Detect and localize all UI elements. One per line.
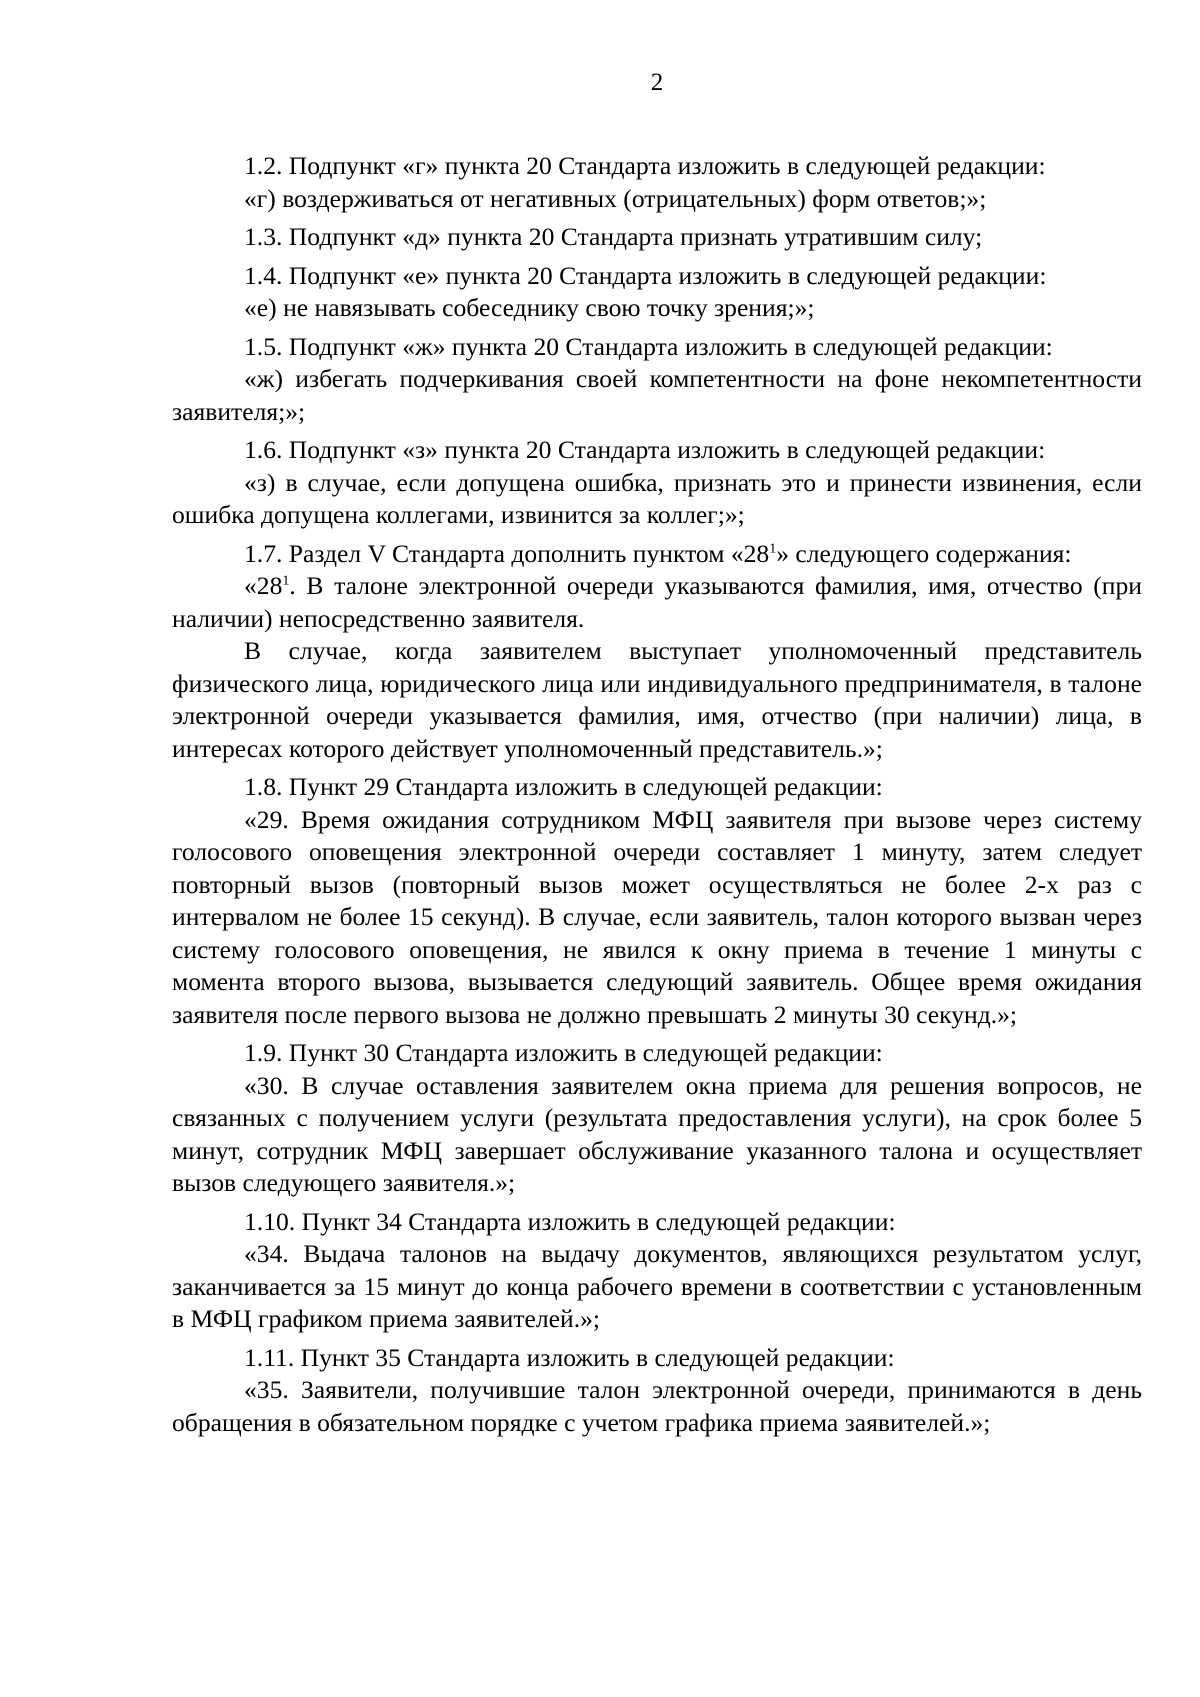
p28-text-after: . В талоне электронной очереди указываются фамилия, имя, отчество (при наличии) непосредственно заявителя.: [172, 571, 1142, 633]
p17-text-after: » следующего содержания:: [776, 538, 1072, 568]
paragraph: 1.9. Пункт 30 Стандарта изложить в следующей редакции:: [244, 1038, 883, 1067]
paragraph: «е) не навязывать собеседнику свою точку зрения;»;: [244, 293, 815, 322]
p17-superscript: 1: [769, 540, 777, 556]
p17-text-before: 1.7. Раздел V Стандарта дополнить пунктом «28: [244, 538, 770, 568]
paragraph: «30. В случае оставления заявителем окна приема для решения вопросов, не связанных с получением услуги (результата предоставления услуги), на срок более 5 минут, сотрудник МФЦ завершает обслуживание указанного талона и осуществляет вызов следующего заявителя.»;: [172, 1070, 1142, 1197]
paragraph: 1.10. Пункт 34 Стандарта изложить в следующей редакции:: [244, 1206, 896, 1236]
paragraph: 1.4. Подпункт «е» пункта 20 Стандарта изложить в следующей редакции:: [244, 260, 1047, 290]
paragraph: 1.5. Подпункт «ж» пункта 20 Стандарта изложить в следующей редакции:: [244, 331, 1053, 361]
paragraph: 1.3. Подпункт «д» пункта 20 Стандарта признать утратившим силу;: [244, 222, 983, 251]
paragraph-1-7: [172, 538, 1142, 571]
amendments-block-1: [172, 150, 1142, 532]
paragraph: «г) воздерживаться от негативных (отрицательных) форм ответов;»;: [244, 183, 987, 213]
paragraph: «29. Время ожидания сотрудником МФЦ заявителя при вызове через систему голосового оповещения электронной очереди составляет 1 минуту, затем следует повторный вызов (повторный вызов может осуществляться не более 2-х раз с интервалом не более 15 секунд). В случае, если заявитель, талон которого вызван через систему голосового оповещения, не явился к окну приема в течение 1 минуты с момента второго вызова, вызывается следующий заявитель. Общее время ожидания заявителя после первого вызова не должно превышать 2 минуты 30 секунд.»;: [172, 804, 1142, 1029]
p28-superscript: 1: [282, 573, 290, 589]
document-page: [172, 68, 1142, 1439]
paragraph-28-1: [172, 570, 1142, 635]
paragraph: «35. Заявители, получившие талон электронной очереди, принимаются в день обращения в обязательном порядке с учетом графика приема заявителей.»;: [172, 1375, 1142, 1437]
paragraph: «34. Выдача талонов на выдачу документов, являющихся результатом услуг, заканчивается за 15 минут до конца рабочего времени в соответствии с установленным в МФЦ графиком приема заявителей.»;: [172, 1239, 1142, 1333]
paragraph: «ж) избегать подчеркивания своей компетентности на фоне некомпетентности заявителя;»;: [172, 364, 1142, 426]
paragraph: 1.11. Пункт 35 Стандарта изложить в следующей редакции:: [244, 1342, 895, 1372]
paragraph: 1.2. Подпункт «г» пункта 20 Стандарта изложить в следующей редакции:: [244, 151, 1046, 180]
paragraph: 1.8. Пункт 29 Стандарта изложить в следующей редакции:: [244, 772, 883, 801]
p28-text-before: «28: [244, 571, 283, 600]
page-number: 2: [650, 69, 664, 96]
paragraph: 1.6. Подпункт «з» пункта 20 Стандарта изложить в следующей редакции:: [244, 435, 1046, 464]
paragraph: «з) в случае, если допущена ошибка, признать это и принести извинения, если ошибка допущена коллегами, извинится за коллег;»;: [172, 467, 1142, 529]
paragraph: В случае, когда заявителем выступает уполномоченный представитель физического лица, юридического лица или индивидуального предпринимателя, в талоне электронной очереди указывается фамилия, имя, отчество (при наличии) лица, в интересах которого действует уполномоченный представитель.»;: [172, 636, 1142, 763]
amendments-block-2: [172, 635, 1142, 1439]
